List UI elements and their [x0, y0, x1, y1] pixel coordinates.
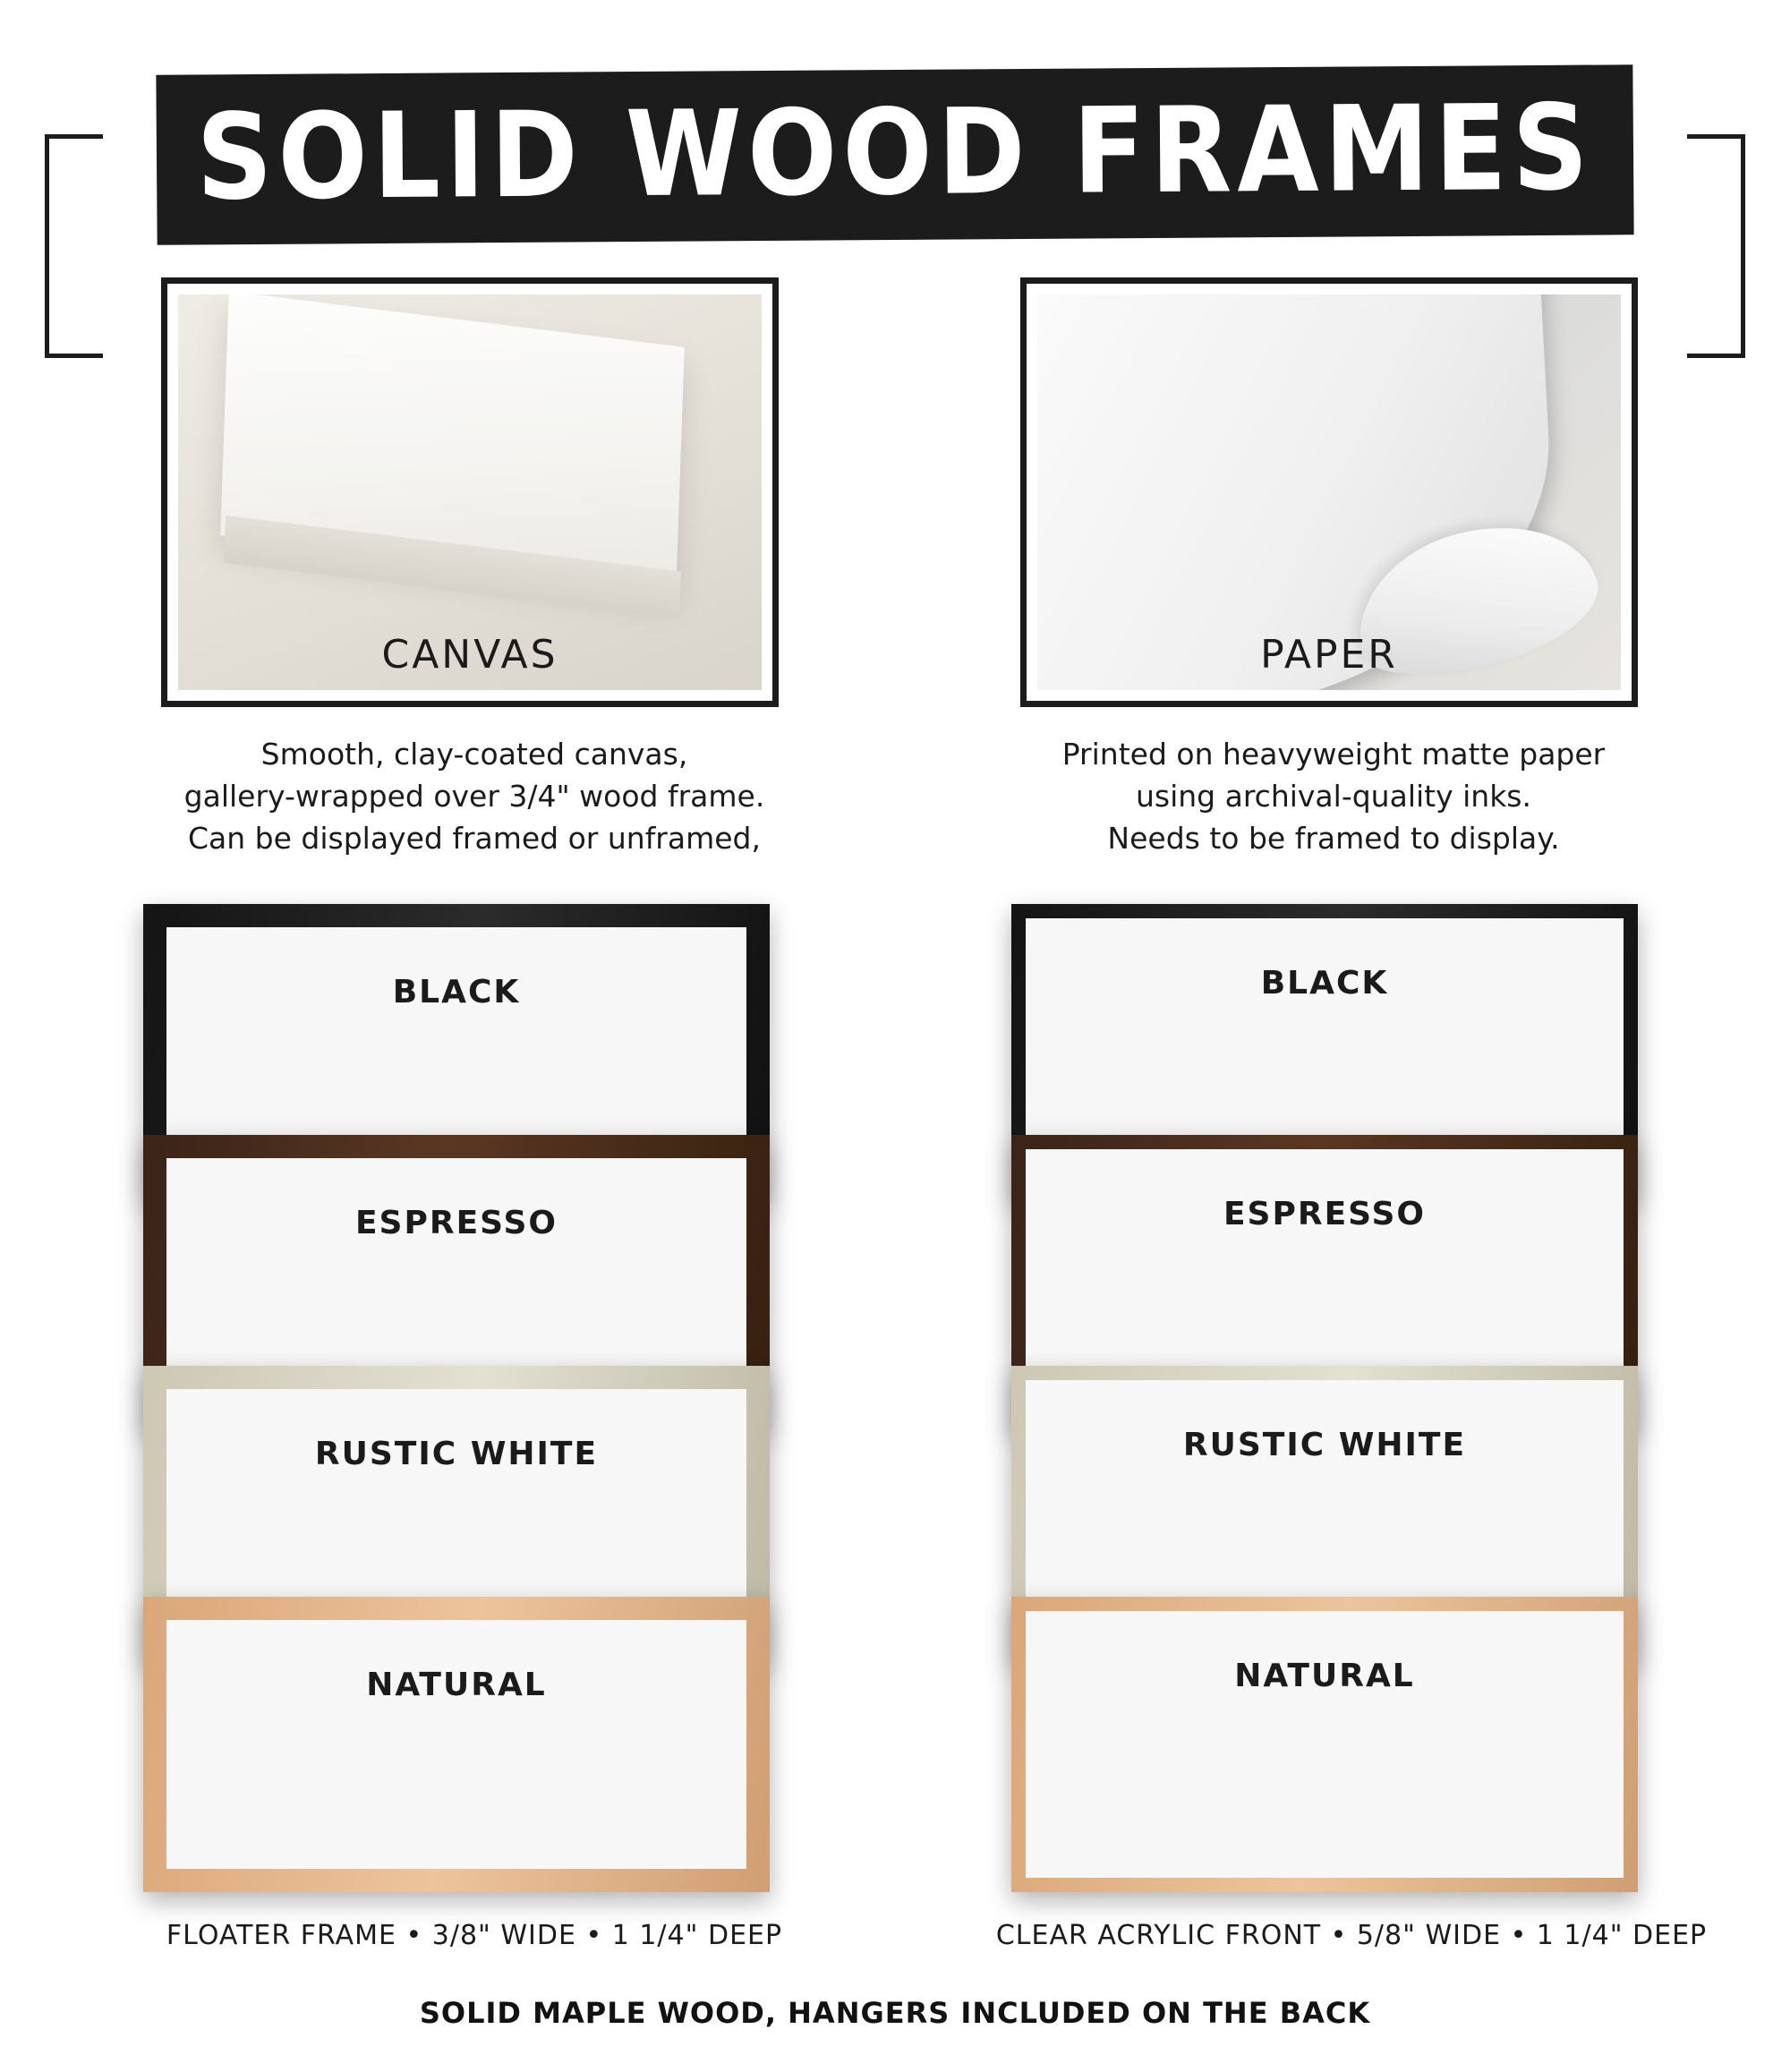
paper-description-line-1: Printed on heavyweight matte paper [1061, 737, 1606, 772]
canvas-frame-natural-label: NATURAL [366, 1667, 547, 1703]
canvas-description-line-3: Can be displayed framed or unframed, [188, 820, 761, 856]
bottom-note: SOLID MAPLE WOOD, HANGERS INCLUDED ON THE BACK [419, 1996, 1371, 2030]
media-photo-row [0, 277, 1790, 725]
paper-frame-natural-label: NATURAL [1234, 1658, 1415, 1694]
canvas-frame-black-label: BLACK [392, 974, 521, 1010]
paper-photo-card [1020, 277, 1638, 707]
paper-frame-rustic-white-label: RUSTIC WHITE [1182, 1427, 1467, 1463]
title-banner [156, 64, 1633, 245]
paper-frame-natural-art [1026, 1611, 1624, 1878]
canvas-frame-rustic-white-label: RUSTIC WHITE [314, 1436, 599, 1472]
paper-photo-label: PAPER [1260, 632, 1398, 678]
canvas-description-line-2: gallery-wrapped over 3/4" wood frame. [183, 778, 765, 814]
title-banner-area [0, 0, 1790, 269]
paper-frame-espresso-label: ESPRESSO [1223, 1196, 1427, 1232]
paper-frame-black-label: BLACK [1260, 965, 1389, 1002]
canvas-photo-card [161, 277, 779, 707]
paper-sheet-photo [1037, 294, 1621, 690]
canvas-frame-natural[interactable] [143, 1597, 770, 1892]
paper-description [949, 734, 1718, 860]
canvas-frame-natural-art [166, 1620, 746, 1869]
canvas-photo-label: CANVAS [381, 632, 558, 678]
canvas-frame-espresso-label: ESPRESSO [354, 1205, 558, 1241]
paper-frame-footnote: CLEAR ACRYLIC FRONT • 5/8" WIDE • 1 1/4" DEEP [995, 1920, 1708, 1951]
canvas-frame-footnote: FLOATER FRAME • 3/8" WIDE • 1 1/4" DEEP [166, 1920, 783, 1951]
paper-frame-natural[interactable] [1011, 1597, 1638, 1892]
canvas-corner-photo [178, 294, 762, 690]
paper-description-line-3: Needs to be framed to display. [1107, 820, 1560, 856]
canvas-frame-stack [143, 904, 806, 1906]
canvas-description [90, 734, 859, 860]
canvas-description-line-1: Smooth, clay-coated canvas, [260, 737, 688, 772]
paper-frame-stack [1011, 904, 1674, 1906]
page-title: SOLID WOOD FRAMES [195, 78, 1595, 226]
paper-description-line-2: using archival-quality inks. [1135, 778, 1531, 814]
